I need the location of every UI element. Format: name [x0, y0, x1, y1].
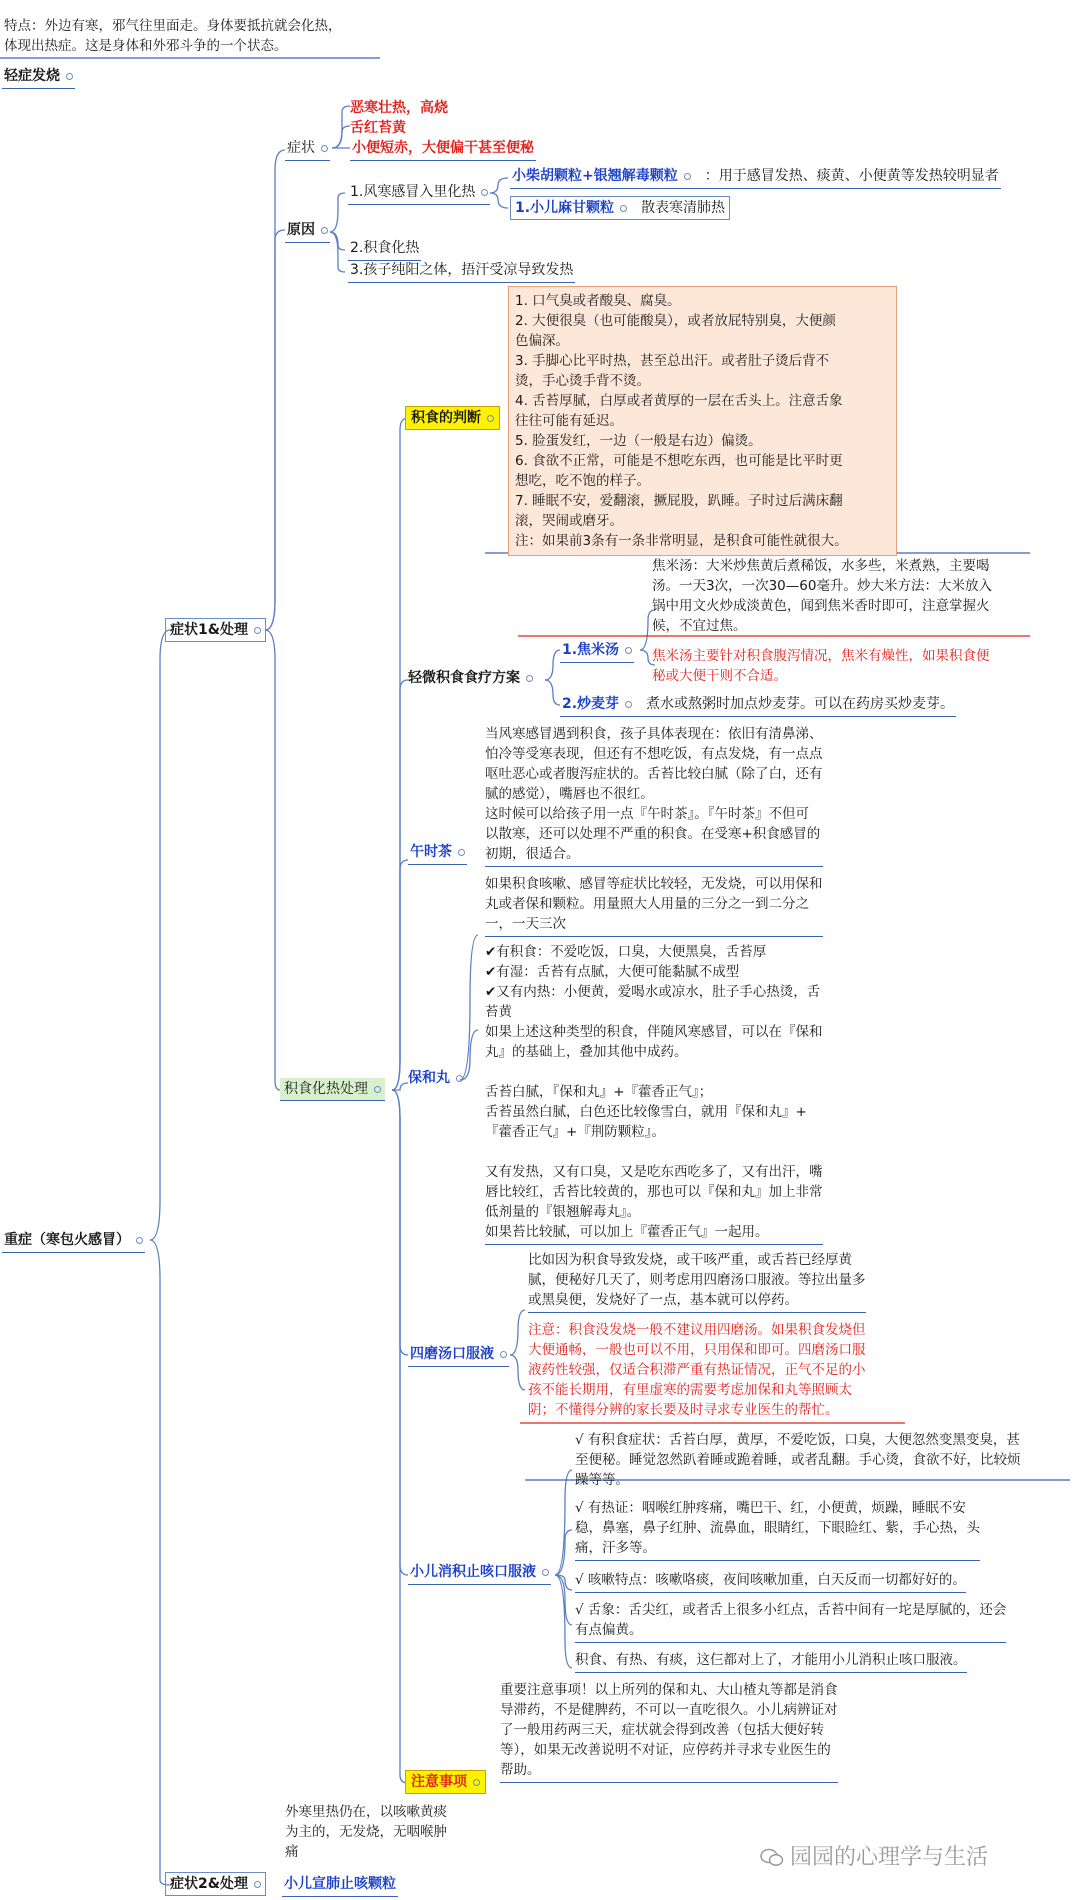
food-judge-node[interactable]: [405, 406, 500, 430]
cause-label: 原因: [287, 222, 315, 238]
xiaoer-item-5: 积食、有热、有痰，这仨都对上了，才能用小儿消积止咳口服液。: [575, 1650, 967, 1673]
cause-1-label: 1.风寒感冒入里化热: [350, 184, 476, 200]
symptom-label: 症状: [287, 140, 315, 156]
intro-text: 特点：外边有寒，邪气往里面走。身体要抵抗就会化热， 体现出热症。这是身体和外邪斗争的一个状态。: [4, 18, 342, 54]
collapse-icon[interactable]: [321, 145, 328, 152]
symptom1-label: 症状1&处理: [170, 622, 248, 638]
cause-1a-label: 小柴胡颗粒+银翘解毒颗粒: [512, 168, 678, 184]
simo-label: 四磨汤口服液: [410, 1346, 494, 1362]
simo-node[interactable]: [408, 1344, 509, 1367]
collapse-icon[interactable]: [620, 205, 627, 212]
light-diet-label: 轻微积食食疗方案: [408, 670, 520, 686]
collapse-icon[interactable]: [684, 173, 691, 180]
cause-1b-note: 散表寒清肺热: [641, 200, 726, 216]
watermark: [760, 1844, 988, 1872]
baohe-text-1: 如果积食咳嗽、感冒等症状比较轻，无发烧，可以用保和 丸或者保和颗粒。用量照大人用量的三分之一到二分之 一，一天三次: [485, 874, 823, 937]
collapse-icon[interactable]: [526, 675, 533, 682]
cause-3-node: 3.孩子纯阳之体，捂汗受凉导致发热: [348, 260, 575, 283]
light-fever-node[interactable]: [2, 66, 75, 89]
symptom2-node[interactable]: [165, 1872, 266, 1896]
collapse-icon[interactable]: [254, 627, 261, 634]
cause-1-node[interactable]: [348, 182, 490, 205]
symptom1-node[interactable]: [165, 618, 266, 642]
collapse-icon[interactable]: [625, 701, 632, 708]
xiaoer-item-1: √ 有积食症状：舌苔白厚，黄厚，不爱吃饭，口臭，大便忽然变黑变臭，甚 至便秘。睡觉忽然趴着睡或跪着睡，或者乱翻。手心烫，食欲不好，比较烦 躁等等。: [575, 1432, 1021, 1488]
maiya-label: 2.炒麦芽: [562, 696, 620, 712]
collapse-icon[interactable]: [321, 227, 328, 234]
symptom-node[interactable]: [285, 138, 330, 161]
collapse-icon[interactable]: [487, 415, 494, 422]
xiaoer-label: 小儿消积止咳口服液: [410, 1564, 536, 1580]
symptom2-text: 外寒里热仍在，以咳嗽黄痰 为主的，无发烧，无咽喉肿 痛: [285, 1804, 447, 1860]
wushi-node[interactable]: [408, 842, 467, 865]
maiya-node[interactable]: [560, 694, 956, 717]
collapse-icon[interactable]: [500, 1351, 507, 1358]
collapse-icon[interactable]: [542, 1569, 549, 1576]
simo-warning: 注意：积食没发烧一般不建议用四磨汤。如果积食发烧但 大便通畅，一般也可以不用，只用保和即可。四磨汤口服 液药性较强，仅适合积滞严重有热证情况，正气不足的小 孩不能长期用，有里虚寒的需要考虑加保和丸等照顾太 阴；不懂得分辨的家长要及时寻求专业医生的帮忙。: [528, 1322, 866, 1418]
collapse-icon[interactable]: [625, 647, 632, 654]
xiaoer-node[interactable]: [408, 1562, 551, 1585]
collapse-icon[interactable]: [481, 189, 488, 196]
light-diet-node[interactable]: [408, 668, 533, 688]
xiaoer-item-3: √ 咳嗽特点：咳嗽咯痰，夜间咳嗽加重，白天反而一切都好好的。: [575, 1570, 966, 1593]
symptom-line-1: 恶寒壮热，高烧: [350, 100, 448, 116]
xiaoer-item-2: √ 有热证：咽喉红肿疼痛，嘴巴干、红，小便黄，烦躁，睡眠不安 稳，鼻塞，鼻子红肿、流鼻血，眼睛红，下眼睑红、紫，手心热，头 痛，汗多等。: [575, 1498, 980, 1561]
jiaomi-warning: 焦米汤主要针对积食腹泻情况，焦米有燥性，如果积食便 秘或大便干则不合适。: [652, 648, 990, 684]
symptom2-med: 小儿宣肺止咳颗粒: [282, 1874, 398, 1897]
maiya-text: 煮水或熬粥时加点炒麦芽。可以在药房买炒麦芽。: [646, 696, 955, 712]
xiaoer-item-4: √ 舌象：舌尖红，或者舌上很多小红点，舌苔中间有一坨是厚腻的，还会 有点偏黄。: [575, 1600, 1006, 1643]
light-fever-label: 轻症发烧: [4, 68, 60, 84]
collapse-icon[interactable]: [136, 1237, 143, 1244]
collapse-icon[interactable]: [254, 1881, 261, 1888]
cause-1b-node[interactable]: [510, 196, 730, 220]
cause-1a-note: ：用于感冒发热、痰黄、小便黄等发热较明显者: [704, 168, 999, 184]
baohe-text-2: ✔有积食：不爱吃饭，口臭，大便黑臭，舌苔厚 ✔有湿：舌苔有点腻，大便可能黏腻不成型 ✔又有内热：小便黄，爱喝水或凉水，肚子手心热烫，舌 苔黄 如果上述这种类型的积食，伴随风寒感冒，可以在『保和 丸』的基础上，叠加其他中成药。 舌苔白腻，『保和丸』+『藿香正气』； 舌苔虽然白腻，白色还比较像雪白，就用『保和丸』+ 『藿香正气』+『荆防颗粒』。 又有发热，又有口臭，又是吃东西吃多了，又有出汗，嘴 唇比较红，舌苔比较黄的，那也可以『保和丸』加上非常 低剂量的『银翘解毒丸』。 如果苔比较腻，可以加上『藿香正气』一起用。: [485, 942, 823, 1245]
wushi-text: 当风寒感冒遇到积食，孩子具体表现在：依旧有清鼻涕、 怕冷等受寒表现，但还有不想吃饭，有点发烧，有一点点 呕吐恶心或者腹泻症状的。舌苔比较白腻（除了白，还有 腻的感觉），嘴唇也不很红。 这时候可以给孩子用一点『午时茶』。『午时茶』不但可 以散寒，还可以处理不严重的积食。在受寒+积食感冒的 初期，很适合。: [485, 724, 823, 867]
collapse-icon[interactable]: [456, 1075, 463, 1082]
collapse-icon[interactable]: [458, 849, 465, 856]
simo-text: 比如因为积食导致发烧，或干咳严重，或舌苔已经厚黄 腻，便秘好几天了，则考虑用四磨汤口服液。等拉出量多 或黑臭便，发烧好了一点，基本就可以停药。: [528, 1250, 866, 1313]
cause-2-node: 2.积食化热: [348, 238, 421, 261]
collapse-icon[interactable]: [66, 73, 73, 80]
food-judge-box: 1. 口气臭或者酸臭、腐臭。 2. 大便很臭（也可能酸臭），或者放屁特别臭，大便颜 色偏深。 3. 手脚心比平时热，甚至总出汗。或者肚子烫后背不 烫，手心烫手背不烫。 4. 舌苔厚腻，白厚或者黄厚的一层在舌头上。注意舌象 往往可能有延迟。 5. 脸蛋发红，一边（一般是右边）偏烫。 6. 食欲不正常，可能是不想吃东西，也可能是比平时更 想吃，吃不饱的样子。 7. 睡眠不安，爱翻滚，撅屁股，趴睡。子时过后满床翻 滚，哭闹或磨牙。 注：如果前3条有一条非常明显，是积食可能性就很大。: [508, 286, 897, 556]
jiaomi-text: 焦米汤：大米炒焦黄后煮稀饭，水多些，米煮熟，主要喝 汤。一天3次，一次30—60毫升。炒大米方法：大米放入 锅中用文火炒成淡黄色，闻到焦米香时即可，注意掌握火 候，不宜过焦。: [652, 558, 992, 634]
watermark-text: 园园的心理学与生活: [790, 1845, 989, 1870]
cause-node[interactable]: [285, 220, 330, 243]
symptom-line-2: 舌红苔黄: [350, 120, 406, 136]
symptom-line-3: 小便短赤，大便偏干甚至便秘: [350, 138, 536, 161]
notice-text: 重要注意事项！以上所列的保和丸、大山楂丸等都是消食 导滞药，不是健脾药，不可以一直吃很久。小儿病辨证对 了一般用药两三天，症状就会得到改善（包括大便好转 等），如果无改善说明不对证，应停药并寻求专业医生的 帮助。: [500, 1680, 838, 1783]
wushi-label: 午时茶: [410, 844, 452, 860]
wechat-icon: [760, 1848, 784, 1868]
collapse-icon[interactable]: [473, 1779, 480, 1786]
food-judge-label: 积食的判断: [411, 410, 481, 426]
symptom2-label: 症状2&处理: [170, 1876, 248, 1892]
collapse-icon[interactable]: [374, 1086, 381, 1093]
root-severe-label: 重症（寒包火感冒）: [4, 1232, 130, 1248]
baohe-label: 保和丸: [408, 1070, 450, 1086]
jiaomi-node[interactable]: [560, 640, 634, 663]
cause-1a-node[interactable]: [510, 166, 1001, 189]
food-heat-node[interactable]: [280, 1078, 385, 1101]
jiaomi-label: 1.焦米汤: [562, 642, 620, 658]
food-heat-label: 积食化热处理: [284, 1081, 368, 1097]
notice-node[interactable]: [405, 1770, 486, 1794]
root-severe-node[interactable]: [2, 1230, 145, 1253]
cause-1b-label: 1.小儿麻甘颗粒: [515, 200, 615, 216]
notice-label: 注意事项: [411, 1774, 467, 1790]
baohe-node[interactable]: [408, 1068, 463, 1088]
